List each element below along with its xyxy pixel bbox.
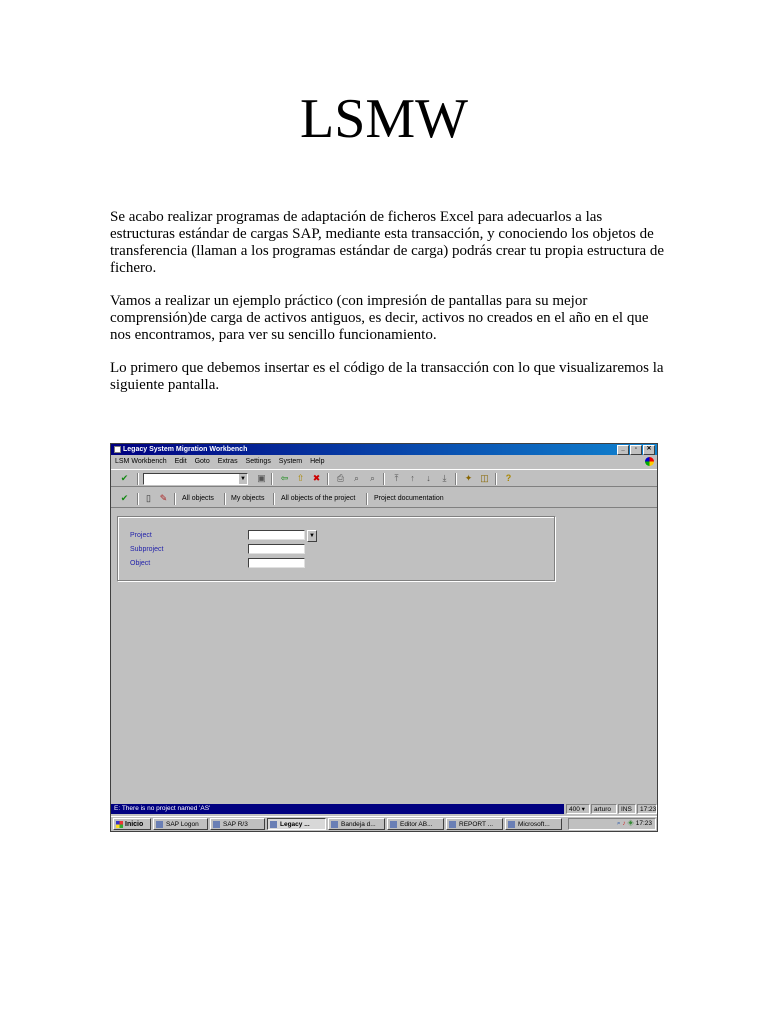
task-legacy[interactable]: Legacy ... <box>267 818 326 830</box>
all-objects-button[interactable]: All objects <box>182 495 214 502</box>
subproject-label: Subproject <box>130 546 164 553</box>
task-sap-logon[interactable]: SAP Logon <box>153 818 208 830</box>
toolbar-separator <box>366 493 368 505</box>
new-session-icon[interactable]: ✦ <box>464 473 473 483</box>
task-bandeja[interactable]: Bandeja d... <box>328 818 385 830</box>
all-objects-of-project-button[interactable]: All objects of the project <box>281 495 356 502</box>
menu-extras[interactable]: Extras <box>217 458 238 465</box>
task-microsoft[interactable]: Microsoft... <box>505 818 562 830</box>
close-icon[interactable]: ✕ <box>643 445 655 455</box>
main-content <box>111 508 657 803</box>
chevron-down-icon[interactable]: ▼ <box>240 476 246 482</box>
status-mode: INS <box>618 804 636 814</box>
toolbar-separator <box>383 473 385 485</box>
task-editor-ab[interactable]: Editor AB... <box>387 818 444 830</box>
toolbar-separator <box>455 473 457 485</box>
paragraph-intro: Se acabo realizar programas de adaptación de ficheros Excel para adecuarlos a las estructuras estándar de cargas SAP, mediante esta transacción, y conociendo los objetos de transferencia (llaman a los programas estándar de carga) podrás crear tu propia estructura de fichero. <box>110 209 665 276</box>
first-page-icon[interactable]: ⤒ <box>394 473 399 483</box>
tray-network-icon[interactable]: ◈ <box>627 820 634 827</box>
status-time: 17:23 <box>637 804 657 814</box>
windows-taskbar <box>111 816 657 832</box>
enter-check-icon[interactable]: ✔ <box>120 473 129 483</box>
toolbar-separator <box>273 493 275 505</box>
start-button[interactable]: Inicio <box>113 818 151 830</box>
find-next-icon[interactable]: ⌕ <box>369 473 376 483</box>
toolbar-separator <box>137 493 139 505</box>
maximize-icon[interactable]: ▫ <box>630 445 642 455</box>
find-icon[interactable]: ⌕ <box>353 473 360 483</box>
paragraph-instruction: Lo primero que debemos insertar es el código de la transacción con lo que visualizaremos la siguiente pantalla. <box>110 360 664 393</box>
object-label: Object <box>130 560 151 567</box>
status-client[interactable]: 400 ▾ <box>566 804 590 814</box>
sap-logo-icon <box>645 457 654 466</box>
toolbar-separator <box>224 493 226 505</box>
object-input[interactable] <box>248 558 305 568</box>
toolbar-separator <box>327 473 329 485</box>
execute-icon[interactable]: ✔ <box>120 493 129 503</box>
status-message: E: There is no project named 'AS' <box>111 804 564 814</box>
my-objects-button[interactable]: My objects <box>231 495 265 502</box>
previous-page-icon[interactable]: ↑ <box>410 473 415 483</box>
system-tray <box>568 818 656 830</box>
menu-lsm-workbench[interactable]: LSM Workbench <box>115 458 167 465</box>
create-document-icon[interactable]: ▯ <box>146 493 151 503</box>
print-icon[interactable]: ⎙ <box>336 473 345 483</box>
status-user: arturo <box>591 804 617 814</box>
minimize-icon[interactable]: _ <box>617 445 629 455</box>
menu-bar <box>111 456 657 467</box>
subproject-input[interactable] <box>248 544 305 554</box>
toolbar-separator <box>137 473 139 485</box>
task-sap-r3[interactable]: SAP R/3 <box>210 818 265 830</box>
application-toolbar <box>111 490 657 508</box>
project-input[interactable] <box>248 530 305 540</box>
sap-screenshot <box>110 443 658 832</box>
project-documentation-button[interactable]: Project documentation <box>374 495 444 502</box>
tray-clock: 17:23 <box>635 820 652 827</box>
menu-settings[interactable]: Settings <box>245 458 271 465</box>
window-titlebar <box>111 444 657 455</box>
toolbar-separator <box>495 473 497 485</box>
project-label: Project <box>130 532 152 539</box>
value-help-icon[interactable]: ▼ <box>307 530 317 542</box>
status-bar <box>111 804 657 814</box>
back-icon[interactable]: ⇦ <box>280 473 289 483</box>
menu-goto[interactable]: Goto <box>194 458 210 465</box>
shortcut-icon[interactable]: ◫ <box>480 473 489 483</box>
task-report[interactable]: REPORT ... <box>446 818 503 830</box>
cancel-icon[interactable]: ✖ <box>312 473 321 483</box>
last-page-icon[interactable]: ⤓ <box>442 473 447 483</box>
exit-icon[interactable]: ⇧ <box>296 473 305 483</box>
menu-edit[interactable]: Edit <box>174 458 187 465</box>
paragraph-example: Vamos a realizar un ejemplo práctico (con impresión de pantallas para su mejor comprensión)de carga de activos antiguos, es decir, activos no creados en el año en el que nos encontramos, para ver su sencillo funcionamiento. <box>110 293 649 343</box>
window-title: Legacy System Migration Workbench <box>123 446 248 453</box>
tray-volume-icon[interactable]: ♪ <box>622 820 626 827</box>
command-field[interactable] <box>143 473 248 485</box>
menu-help[interactable]: Help <box>310 458 325 465</box>
next-page-icon[interactable]: ↓ <box>426 473 431 483</box>
window-app-icon <box>114 446 121 453</box>
menu-system[interactable]: System <box>278 458 303 465</box>
standard-toolbar <box>111 469 657 487</box>
toolbar-separator <box>271 473 273 485</box>
selection-group <box>117 516 555 581</box>
change-document-icon[interactable]: ✎ <box>159 493 168 503</box>
toolbar-separator <box>174 493 176 505</box>
page-title: LSMW <box>300 88 468 150</box>
tray-search-icon[interactable]: ⌕ <box>616 820 621 827</box>
help-icon[interactable]: ? <box>505 473 512 483</box>
status-client-value: 400 <box>569 806 580 813</box>
save-icon[interactable]: ▣ <box>257 473 266 483</box>
